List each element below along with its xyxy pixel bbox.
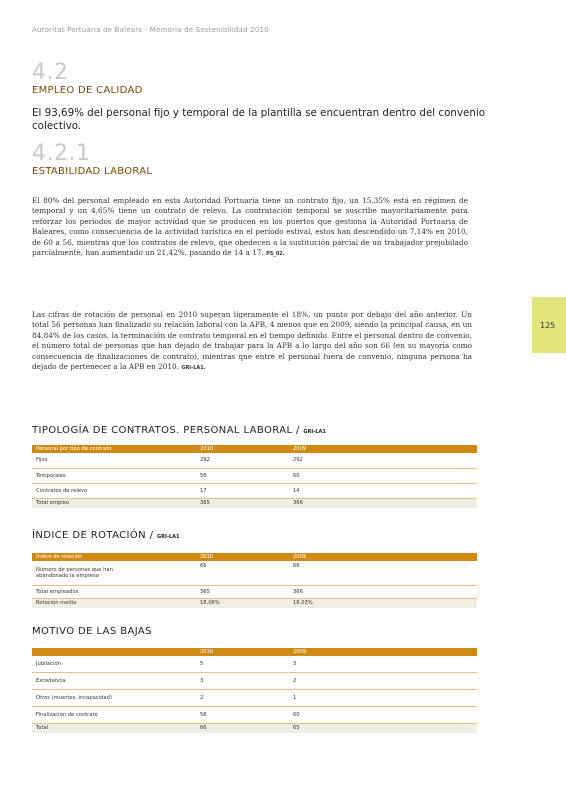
reference-tag: GRI-LA1: [303, 429, 326, 435]
table-row: Fijos 292 292: [32, 453, 477, 468]
paragraph-contracts: El 80% del personal empleado en esta Autoridad Portuaria tiene un contrato fijo, un 15,35% está en régimen de temporal y un 4,65% tiene un contrato de relevo. La contratación temporal se suscribe mayoritariamente para reforzar los períodos de mayor actividad que se producen en los puertos que gestiona la Autoridad Portuaria de Baleares, como consecuencia de la actividad turística en el período estival, estos han descendido un 7,14% en 2010, de 60 a 56, mientras que los contratos de relevo, que obedecen a la sustitución parcial de un trabajador prejubilado parcialmente, han aumentado un 21,42%, pasando de 14 a 17. PS_02.: [32, 196, 468, 258]
running-header: Autoritat Portuària de Balears - Memoria de Sostenibilidad 2010: [32, 26, 269, 34]
subsection-title: ESTABILIDAD LABORAL: [32, 166, 153, 177]
table-row: Excedencia 3 2: [32, 672, 477, 689]
table-row: Jubilación 5 3: [32, 656, 477, 672]
table-title-leaving-reasons: MOTIVO DE LAS BAJAS: [32, 626, 152, 637]
reference-tag: GRI-LA1: [157, 534, 180, 540]
table-header-row: 2010 2009: [32, 648, 477, 656]
table-title-rotation: ÍNDICE DE ROTACIÓN / GRI-LA1: [32, 530, 180, 541]
table-header-row: Personal por tipo de contrato 2010 2009: [32, 445, 477, 453]
subsection-number: 4.2.1: [32, 141, 91, 166]
table-row: Número de personas que han abandonado la empresa 66 66: [32, 561, 477, 585]
reference-tag: PS_02.: [266, 251, 285, 258]
table-total-row: Rotación media 18,08% 18,03%: [32, 598, 477, 608]
table-rotation-index: [32, 553, 477, 608]
paragraph-rotation: Las cifras de rotación de personal en 2010 superan ligeramente el 18%, un punto por debajo del año anterior. Un total 56 personas han finalizado su relación laboral con la APB, 4 menos que en 2009, siendo la principal causa, en un 84,84% de los casos, la terminación de contrato temporal en el tiempo definido. Entre el personal dentro de convenio, el número total de personas que han dejado de trabajar para la APB a lo largo del año son 66 (en su mayoría como consecuencia de finalizaciones de contrato), mientras que entre el personal fuera de convenio, ninguna persona ha dejado de pertenecer a la APB en 2010. GRI-LA1.: [32, 310, 472, 372]
section-number: 4.2: [32, 60, 69, 85]
table-contract-types: [32, 445, 477, 508]
table-total-row: Total empleo 365 366: [32, 498, 477, 508]
table-row: Finalización de contrato 56 60: [32, 706, 477, 723]
table-header-row: Índice de rotación 2010 2009: [32, 553, 477, 561]
table-row: Contratos de relevo 17 14: [32, 483, 477, 498]
table-title-contracts: TIPOLOGÍA DE CONTRATOS. PERSONAL LABORAL / GRI-LA1: [32, 425, 326, 436]
section-lead: El 93,69% del personal fijo y temporal de la plantilla se encuentran dentro del convenio colectivo.: [32, 107, 486, 132]
reference-tag: GRI-LA1.: [181, 365, 206, 372]
table-total-row: Total 66 65: [32, 723, 477, 733]
table-leaving-reasons: [32, 648, 477, 733]
table-row: Total empleados 365 366: [32, 585, 477, 598]
table-row: Otros (muertes, incapacidad) 2 1: [32, 689, 477, 706]
section-title: EMPLEO DE CALIDAD: [32, 85, 143, 96]
page-number: 125: [540, 321, 556, 330]
table-row: Temporales 56 60: [32, 468, 477, 483]
